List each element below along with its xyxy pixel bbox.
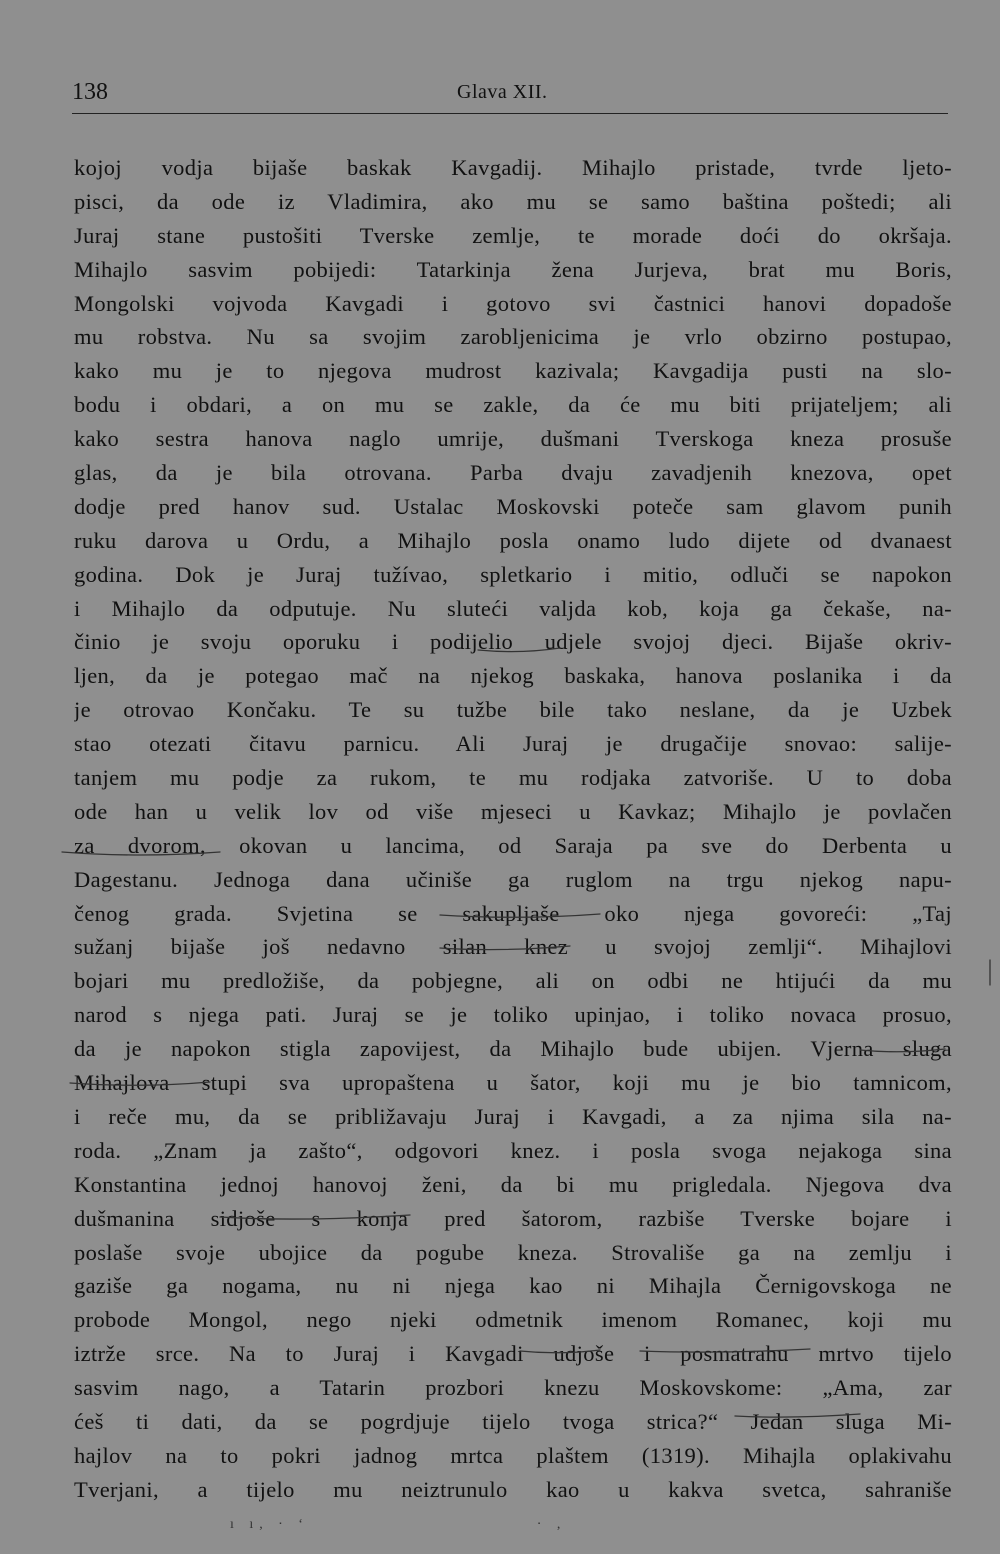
text-line: iztrže srce. Na to Juraj i Kavgadi udjoše i posmatrahu mrtvo tijelo [74, 1341, 952, 1367]
text-line: Tverjani, a tijelo mu neiztrunulo kao u kakva svetca, sahraniše [74, 1476, 952, 1502]
text-line: Konstantina jednoj hanovoj ženi, da bi mu prigledala. Njegova dva [74, 1171, 952, 1197]
running-head: Glava XII. [457, 81, 548, 103]
text-line: kojoj vodja bijaše baskak Kavgadij. Mihajlo pristade, tvrde ljeto- [74, 155, 952, 180]
text-line: ode han u velik lov od više mjeseci u Kavkaz; Mihajlo je povlačen [74, 798, 952, 824]
text-line: za dvorom, okovan u lancima, od Saraja pa sve do Derbenta u [74, 832, 952, 858]
text-line: godina. Dok je Juraj tužívao, spletkario i mitio, odluči se napokon [74, 561, 952, 587]
page-number: 138 [72, 79, 108, 105]
body-text [74, 151, 952, 1507]
text-line: ljen, da je potegao mač na njekog baskaka, hanova poslanika i da [74, 663, 952, 689]
header-rule [72, 113, 948, 114]
text-line: dodje pred hanov sud. Ustalac Moskovski poteče sam glavom punih [74, 493, 952, 519]
text-line: Mongolski vojvoda Kavgadi i gotovo svi častnici hanovi dopadoše [74, 290, 952, 316]
text-line: kako sestra hanova naglo umrije, dušmani Tverskoga kneza prosuše [74, 426, 952, 452]
text-line: roda. „Znam ja zašto“, odgovori knez. i posla svoga nejakoga sina [74, 1137, 952, 1163]
text-line: stao otezati čitavu parnicu. Ali Juraj je drugačije snovao: salije- [74, 731, 952, 757]
text-line: ruku darova u Ordu, a Mihajlo posla onamo ludo dijete od dvanaest [74, 527, 952, 553]
text-line: Juraj stane pustošiti Tverske zemlje, te morade doći do okršaja. [74, 222, 952, 248]
text-line: čenog grada. Svjetina se sakupljaše oko njega govoreći: „Taj [74, 900, 952, 926]
text-line: da je napokon stigla zapovijest, da Mihajlo bude ubijen. Vjerna sluga [74, 1036, 952, 1062]
text-line: Dagestanu. Jednoga dana učiniše ga ruglom na trgu njekog napu- [74, 866, 952, 892]
text-line: hajlov na to pokri jadnog mrtca plaštem (1319). Mihajla oplakivahu [74, 1442, 952, 1468]
text-line: kako mu je to njegova mudrost kazivala; Kavgadija pusti na slo- [74, 358, 952, 384]
page-header [72, 78, 948, 106]
text-line: sasvim nago, a Tatarin prozbori knezu Moskovskome: „Ama, zar [74, 1375, 952, 1401]
text-line: je otrovao Končaku. Te su tužbe bile tako neslane, da je Uzbek [74, 697, 952, 723]
text-line: bojari mu predložiše, da pobjegne, ali on odbi ne htijući da mu [74, 968, 952, 994]
text-line: narod s njega pati. Juraj se je toliko upinjao, i toliko novaca prosuo, [74, 1002, 952, 1028]
text-line: probode Mongol, nego njeki odmetnik imenom Romanec, koji mu [74, 1307, 952, 1333]
text-line: Mihajlo sasvim pobijedi: Tatarkinja žena Jurjeva, brat mu Boris, [74, 256, 952, 282]
text-line: Mihajlova stupi sva upropaštena u šator, koji mu je bio tamnicom, [74, 1070, 952, 1096]
text-line: pisci, da ode iz Vladimira, ako mu se samo baština poštedi; ali [74, 188, 952, 214]
text-line: mu robstva. Nu sa svojim zarobljenicima je vrlo obzirno postupao, [74, 324, 952, 350]
text-line: glas, da je bila otrovana. Parba dvaju zavadjenih knezova, opet [74, 460, 952, 486]
text-line: sužanj bijaše još nedavno silan knez u svojoj zemlji“. Mihajlovi [74, 934, 952, 960]
text-line: tanjem mu podje za rukom, te mu rodjaka zatvoriše. U to doba [74, 765, 952, 791]
text-line: ćeš ti dati, da se pogrdjuje tijelo tvoga strica?“ Jedan sluga Mi- [74, 1408, 952, 1434]
text-line: i reče mu, da se približavaju Juraj i Kavgadi, a za njima sila na- [74, 1103, 952, 1129]
text-line: i Mihajlo da odputuje. Nu sluteći valjda kob, koja ga čekaše, na- [74, 595, 952, 621]
text-line: gaziše ga nogama, nu ni njega kao ni Mihajla Černigovskoga ne [74, 1273, 952, 1299]
text-line: činio je svoju oporuku i podijelio udjele svojoj djeci. Bijaše okriv- [74, 629, 952, 655]
text-line: poslaše svoje ubojice da pogube kneza. Strovališe ga na zemlju i [74, 1239, 952, 1265]
text-line: bodu i obdari, a on mu se zakle, da će mu biti prijateljem; ali [74, 392, 952, 418]
faint-footer-marks: ı ı, ⋅ ʻ ⋅ , [230, 1517, 567, 1532]
text-line: dušmanina sidjoše s konja pred šatorom, razbiše Tverske bojare i [74, 1205, 952, 1231]
